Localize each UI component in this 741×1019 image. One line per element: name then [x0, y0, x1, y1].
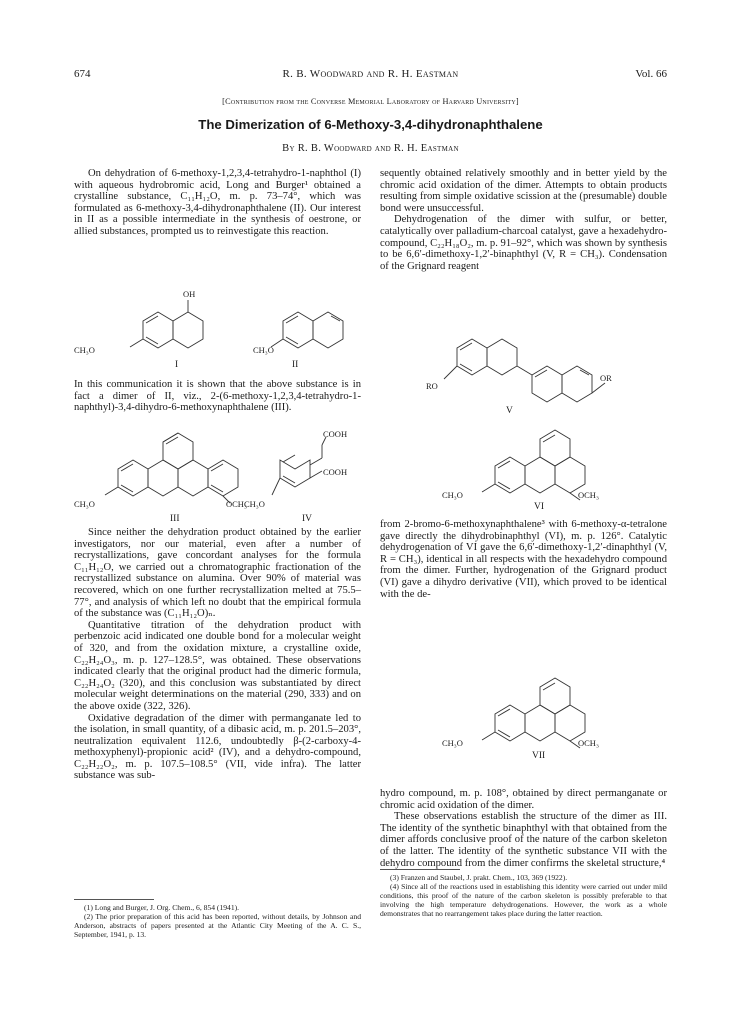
structure-III-label: III	[170, 514, 180, 524]
structure-I-ch3o: CH₃O	[74, 345, 95, 355]
structure-V	[392, 333, 662, 416]
structure-VII	[430, 670, 630, 770]
footnote-3: (3) Franzen and Staubel, J. prakt. Chem., 103, 369 (1922).	[390, 873, 568, 882]
structure-IV-label: IV	[302, 514, 313, 524]
structure-VI-och3: OCH₃	[578, 490, 599, 500]
contribution-line: [Contribution from the Converse Memorial Laboratory of Harvard University]	[222, 97, 519, 106]
paragraph: hydro compound, m. p. 108°, obtained by direct permanganate or chromic acid oxidation of the dimer.	[380, 788, 667, 811]
footnotes-right	[380, 873, 667, 918]
right-paragraphs-1-2	[380, 168, 667, 272]
paragraph: Since neither the dehydration product obtained by the earlier investigators, nor our material, even after a number of recrystallizations, gave concordant analyses for the formula C₁₁H₁₂O, we carried out a chromatographic fractionation of the recrystallized substance on alumina. Over 90% of material was recovered, which on one further recrystallization melted at 75.5–77°, and analysis of which left no doubt that the empirical formula of the substance was (C₁₁H₁₂O)ₙ.	[74, 527, 361, 620]
structure-III-ch3o: CH₃O	[74, 499, 95, 509]
page-number: 674	[74, 68, 91, 80]
structure-V-or: OR	[600, 373, 612, 383]
structure-VII-och3: OCH₃	[578, 738, 599, 748]
footnotes-left	[74, 903, 361, 939]
paragraph: sequently obtained relatively smoothly and in better yield by the chromic acid oxidation of the dimer. Attempts to obtain products resulting from simple oxidative scission at the (presumable) double bond were unsuccessful.	[380, 168, 667, 214]
structure-III	[74, 425, 264, 525]
byline: By R. B. Woodward and R. H. Eastman	[282, 143, 459, 154]
footnote-rule-left	[74, 899, 154, 900]
structure-I-label: I	[175, 360, 179, 370]
paragraph: These observations establish the structure of the dimer as III. The identity of the synthetic binaphthyl with that obtained from the dimer affords conclusive proof of the nature of the carbon skeleton of the latter. The identity of the synthetic substance VII with the dehydro compound from the dimer confirms the skeletal structure,⁴	[380, 811, 667, 869]
structure-II	[253, 285, 358, 370]
structure-VI	[430, 420, 630, 515]
running-head	[74, 68, 667, 84]
structure-III-och3: OCH₃	[226, 499, 247, 509]
structure-IV	[244, 425, 360, 525]
footnote-2: (2) The prior preparation of this acid has been reported, without details, by Johnson and Anderson, abstracts of papers presented at the Atlantic City Meeting of the A. C. S., September, 1941, p. 13.	[74, 912, 361, 939]
structure-V-label: V	[506, 406, 513, 416]
paragraph: Dehydrogenation of the dimer with sulfur, or better, catalytically over palladium-charcoal catalyst, gave a hexadehydro-compound, C₂₂H₁₈O₂, m. p. 91–92°, which was shown by synthesis to be 6,6′-dimethoxy-1,2′-binaphthyl (V, R = CH₃). Condensation of the Grignard reagent	[380, 214, 667, 272]
right-paragraph-3	[380, 519, 667, 600]
structure-V-ro: RO	[426, 381, 438, 391]
volume-label: Vol. 66	[635, 68, 667, 80]
structure-IV-cooh1: COOH	[323, 429, 348, 439]
running-authors: R. B. Woodward and R. H. Eastman	[282, 68, 459, 80]
footnote-rule-right	[380, 869, 460, 870]
structure-IV-cooh2: COOH	[323, 467, 348, 477]
structure-I	[74, 285, 200, 370]
paragraph: In this communication it is shown that the above substance is in fact a dimer of II, viz., 2-(6-methoxy-1,2,3,4-tetrahydro-1-naphthyl)-3,4-dihydro-6-methoxynaphthalene (III).	[74, 379, 361, 414]
structure-I-oh: OH	[183, 289, 196, 299]
left-paragraph-2	[74, 379, 361, 414]
footnote-1: (1) Long and Burger, J. Org. Chem., 6, 854 (1941).	[84, 903, 240, 912]
footnote-4: (4) Since all of the reactions used in establishing this identity were carried out under mild conditions, this proof of the nature of the carbon skeleton is possibly preferable to that involving the high temperature dehydrogenations. However, the work as a whole demonstrates that no rearrangement takes place during the latter reaction.	[380, 882, 667, 918]
paragraph: Quantitative titration of the dehydration product with perbenzoic acid indicated one double bond for a molecular weight of 320, and from the oxidation mixture, a crystalline oxide, C₂₂H₂₄O₃, m. p. 127–128.5°, was obtained. These observations indicated clearly that the original product had the dimeric formula, C₂₂H₂₄O₂ (320), and this conclusion was substantiated by direct molecular weight determinations on the material (290, 333) and on the above oxide (322, 326).	[74, 619, 361, 712]
left-paragraph-1	[74, 168, 361, 238]
structure-II-label: II	[292, 360, 299, 370]
structure-II-ch3o: CH₃O	[253, 345, 274, 355]
paragraph: On dehydration of 6-methoxy-1,2,3,4-tetrahydro-1-naphthol (I) with aqueous hydrobromic acid, Long and Burger¹ obtained a crystalline substance, C₁₁H₁₂O, m. p. 73–74°, which was formulated as 6-methoxy-3,4-dihydronaphthalene (II). Our interest in II as a possible intermediate in the synthesis of oestrone, or allied substances, prompted us to reinvestigate this reaction.	[74, 168, 361, 237]
article-title: The Dimerization of 6-Methoxy-3,4-dihydronaphthalene	[198, 117, 543, 132]
left-paragraphs-3-5	[74, 527, 361, 782]
paragraph: Oxidative degradation of the dimer with permanganate led to the isolation, in small quantity, of a dibasic acid, m. p. 201.5–203°, neutralization equivalent 112.6, undoubtedly β-(2-carboxy-4-methoxyphenyl)-propionic acid² (IV), and a dehydro-compound, C₂₂H₂₂O₂, m. p. 107.5–108.5° (VII, vide infra). The latter substance was sub-	[74, 712, 361, 782]
structure-VI-ch3o: CH₃O	[442, 490, 463, 500]
structure-IV-ch3o: CH₃O	[244, 499, 265, 509]
paragraph: from 2-bromo-6-methoxynaphthalene³ with 6-methoxy-α-tetralone gave directly the dihydrobinaphthyl (VI), m. p. 126°. Catalytic dehydrogenation of VI gave the 6,6′-dimethoxy-1,2′-dinaphthyl (V, R = CH₃), identical in all respects with the hexadehydro compound from the dimer. Further, hydrogenation of the Grignard product (VI) gave a dihydro derivative (VII), which proved to be identical with the de-	[380, 519, 667, 600]
right-paragraphs-4-5	[380, 788, 667, 869]
structure-VII-ch3o: CH₃O	[442, 738, 463, 748]
structure-VII-label: VII	[532, 751, 546, 761]
structure-VI-label: VI	[534, 502, 545, 512]
